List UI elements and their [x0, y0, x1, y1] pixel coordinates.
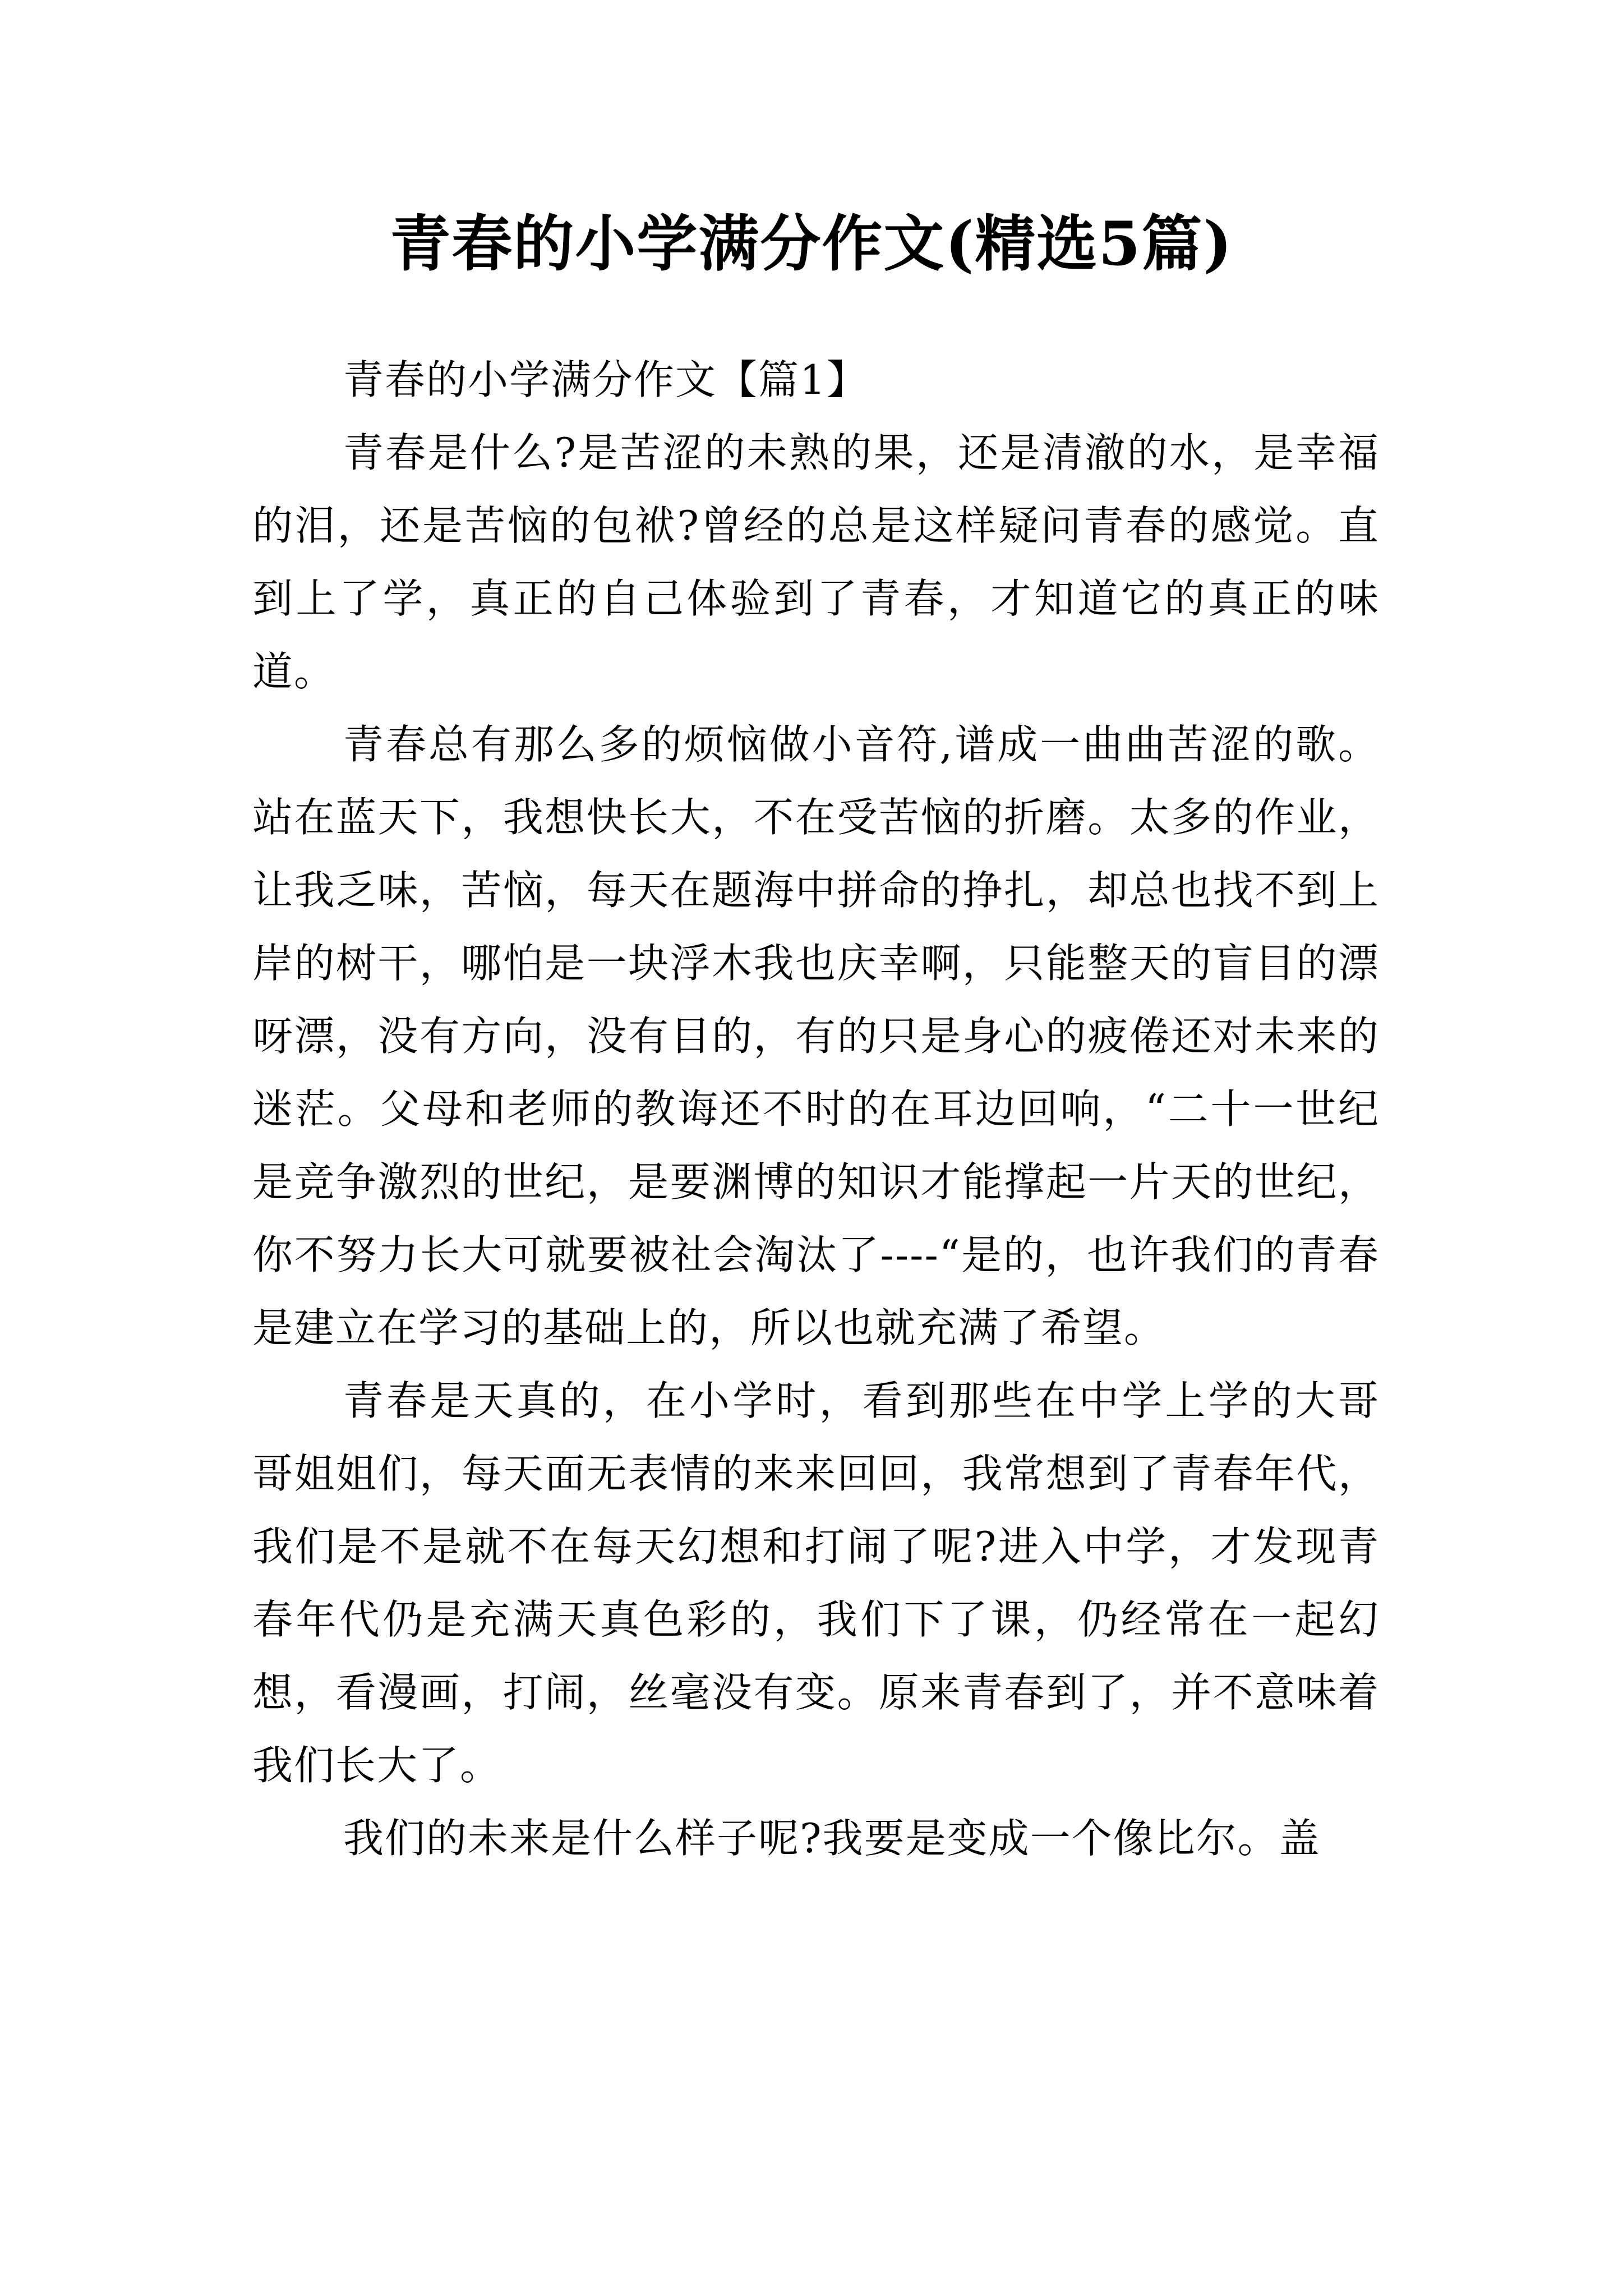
paragraph-4: 我们的未来是什么样子呢?我要是变成一个像比尔。盖: [343, 1815, 1321, 1862]
paragraph-3: 青春是天真的，在小学时，看到那些在中学上学的大哥哥姐姐们，每天面无表情的来来回回，我常想到了青春年代，我们是不是就不在每天幻想和打闹了呢?进入中学，才发现青春年代仍是充满天真色彩的，我们下了课，仍经常在一起幻想，看漫画，打闹，丝毫没有变。原来青春到了，并不意味着我们长大了。: [252, 1377, 1380, 1789]
paragraph-2: 青春总有那么多的烦恼做小音符,谱成一曲曲苦涩的歌。站在蓝天下，我想快长大，不在受苦恼的折磨。太多的作业，让我乏味，苦恼，每天在题海中拼命的挣扎，却总也找不到上岸的树干，哪怕是一块浮木我也庆幸啊，只能整天的盲目的漂呀漂，没有方向，没有目的，有的只是身心的疲倦还对未来的迷茫。父母和老师的教诲还不时的在耳边回响，“二十一世纪是竞争激烈的世纪，是要渊博的知识才能撑起一片天的世纪，你不努力长大可就要被社会淘汰了----“是的，也许我们的青春是建立在学习的基础上的，所以也就充满了希望。: [252, 721, 1380, 1351]
paragraph-1: 青春是什么?是苦涩的未熟的果，还是清澈的水，是幸福的泪，还是苦恼的包袱?曾经的总是这样疑问青春的感觉。直到上了学，真正的自己体验到了青春，才知道它的真正的味道。: [252, 429, 1380, 695]
document-title: 青春的小学满分作文(精选5篇): [390, 209, 1233, 279]
document-body: [252, 343, 1380, 1875]
section-heading: 青春的小学满分作文【篇1】: [343, 356, 868, 403]
